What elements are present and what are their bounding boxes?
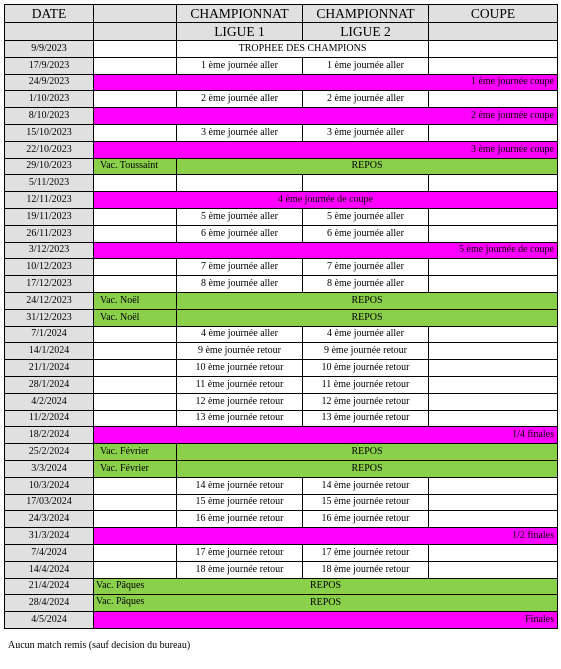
table-row xyxy=(5,141,558,158)
row-date: 3/3/2024 xyxy=(5,460,94,477)
row-cup-empty xyxy=(429,477,558,494)
row-date: 25/2/2024 xyxy=(5,444,94,461)
table-row xyxy=(5,175,558,192)
header-champ-ligue1: CHAMPIONNAT xyxy=(177,5,303,23)
row-cup-empty xyxy=(429,393,558,410)
table-row xyxy=(5,427,558,444)
table-row xyxy=(5,91,558,108)
row-date: 19/11/2023 xyxy=(5,208,94,225)
row-ligue2: 17 ème journée retour xyxy=(303,544,429,561)
row-date: 7/4/2024 xyxy=(5,544,94,561)
table-row xyxy=(5,259,558,276)
row-ligue2: 5 ème journée aller xyxy=(303,208,429,225)
row-cup-empty xyxy=(429,544,558,561)
row-ligue2: 2 ème journée aller xyxy=(303,91,429,108)
row-date: 24/12/2023 xyxy=(5,292,94,309)
row-cup-empty xyxy=(429,225,558,242)
row-ligue2: 18 ème journée retour xyxy=(303,561,429,578)
table-row xyxy=(5,511,558,528)
row-date: 31/12/2023 xyxy=(5,309,94,326)
row-repos: REPOS xyxy=(309,580,342,592)
row-ligue1: 10 ème journée retour xyxy=(177,360,303,377)
table-row xyxy=(5,192,558,209)
table-row xyxy=(5,494,558,511)
row-blank xyxy=(94,225,177,242)
row-date: 15/10/2023 xyxy=(5,124,94,141)
row-cup-event: Finales xyxy=(94,612,558,629)
header-coupe-sub xyxy=(429,23,558,41)
row-cup-empty xyxy=(429,91,558,108)
row-date: 29/10/2023 xyxy=(5,158,94,175)
row-blank xyxy=(94,511,177,528)
row-ligue2: 1 ème journée aller xyxy=(303,57,429,74)
row-cup-event: 1/4 finales xyxy=(94,427,558,444)
row-vacation-repos xyxy=(94,578,558,595)
row-ligue1: 3 ème journée aller xyxy=(177,124,303,141)
row-date: 12/11/2023 xyxy=(5,192,94,209)
row-ligue1: 18 ème journée retour xyxy=(177,561,303,578)
row-blank xyxy=(94,360,177,377)
table-row xyxy=(5,410,558,427)
row-cup-event: 2 ème journée coupe xyxy=(94,108,558,125)
row-date: 17/12/2023 xyxy=(5,276,94,293)
row-date: 18/2/2024 xyxy=(5,427,94,444)
row-cup-empty xyxy=(429,343,558,360)
row-date: 21/1/2024 xyxy=(5,360,94,377)
row-blank xyxy=(94,343,177,360)
table-row xyxy=(5,124,558,141)
row-ligue1: 4 ème journée aller xyxy=(177,326,303,343)
row-date: 14/1/2024 xyxy=(5,343,94,360)
row-vacation: Vac. Février xyxy=(94,460,177,477)
row-repos: REPOS xyxy=(177,444,558,461)
table-row xyxy=(5,578,558,595)
row-date: 22/10/2023 xyxy=(5,141,94,158)
row-cup-empty xyxy=(429,410,558,427)
row-ligue1: 7 ème journée aller xyxy=(177,259,303,276)
row-date: 14/4/2024 xyxy=(5,561,94,578)
row-blank xyxy=(94,41,177,58)
row-ligue1: 17 ème journée retour xyxy=(177,544,303,561)
row-blank xyxy=(94,494,177,511)
row-ligue1: 15 ème journée retour xyxy=(177,494,303,511)
row-date: 31/3/2024 xyxy=(5,528,94,545)
table-row xyxy=(5,595,558,612)
header-ligue2: LIGUE 2 xyxy=(303,23,429,41)
row-ligue1: 5 ème journée aller xyxy=(177,208,303,225)
row-blank xyxy=(94,259,177,276)
row-ligue2: 11 ème journée retour xyxy=(303,376,429,393)
row-blank xyxy=(94,410,177,427)
row-date: 1/10/2023 xyxy=(5,91,94,108)
row-cup-empty xyxy=(429,360,558,377)
row-vacation: Vac. Février xyxy=(94,444,177,461)
row-ligue1: 6 ème journée aller xyxy=(177,225,303,242)
row-blank xyxy=(94,477,177,494)
row-cup-empty xyxy=(429,561,558,578)
footnote: Aucun match remis (sauf decision du bureau) xyxy=(8,640,191,651)
header-date-sub xyxy=(5,23,94,41)
row-cup-event: 5 ème journée de coupe xyxy=(94,242,558,259)
row-event: TROPHEE DES CHAMPIONS xyxy=(177,41,429,58)
table-row xyxy=(5,477,558,494)
row-cup-empty xyxy=(429,175,558,192)
table-row xyxy=(5,612,558,629)
row-ligue1: 12 ème journée retour xyxy=(177,393,303,410)
row-ligue2: 10 ème journée retour xyxy=(303,360,429,377)
table-row xyxy=(5,309,558,326)
row-cup-empty xyxy=(429,259,558,276)
row-repos: REPOS xyxy=(177,292,558,309)
table-row xyxy=(5,276,558,293)
row-date: 17/9/2023 xyxy=(5,57,94,74)
row-ligue1: 14 ème journée retour xyxy=(177,477,303,494)
row-date: 17/03/2024 xyxy=(5,494,94,511)
table-row xyxy=(5,343,558,360)
row-date: 28/4/2024 xyxy=(5,595,94,612)
table-row xyxy=(5,393,558,410)
row-ligue2: 13 ème journée retour xyxy=(303,410,429,427)
row-ligue2: 4 ème journée aller xyxy=(303,326,429,343)
row-cup-event: 3 ème journée coupe xyxy=(94,141,558,158)
header-row-2 xyxy=(5,23,558,41)
row-date: 28/1/2024 xyxy=(5,376,94,393)
row-date: 4/5/2024 xyxy=(5,612,94,629)
row-ligue1: 1 ème journée aller xyxy=(177,57,303,74)
row-cup-empty xyxy=(429,208,558,225)
row-cup-empty xyxy=(429,57,558,74)
row-date: 5/11/2023 xyxy=(5,175,94,192)
table-row xyxy=(5,292,558,309)
table-row xyxy=(5,460,558,477)
row-vacation: Vac. Pâques xyxy=(96,596,145,608)
row-date: 24/3/2024 xyxy=(5,511,94,528)
row-ligue1: 8 ème journée aller xyxy=(177,276,303,293)
table-row xyxy=(5,108,558,125)
table-row xyxy=(5,360,558,377)
row-cup-empty xyxy=(429,326,558,343)
row-blank xyxy=(94,326,177,343)
row-ligue2-empty xyxy=(303,175,429,192)
table-row xyxy=(5,208,558,225)
row-date: 10/3/2024 xyxy=(5,477,94,494)
row-date: 4/2/2024 xyxy=(5,393,94,410)
row-ligue2: 7 ème journée aller xyxy=(303,259,429,276)
row-cup-event: 1 ème journée coupe xyxy=(94,74,558,91)
row-vacation-repos xyxy=(94,595,558,612)
header-blank-sub xyxy=(94,23,177,41)
row-repos: REPOS xyxy=(177,460,558,477)
row-vacation: Vac. Pâques xyxy=(96,579,145,591)
table-row xyxy=(5,326,558,343)
row-ligue1-empty xyxy=(177,175,303,192)
table-row xyxy=(5,528,558,545)
row-blank xyxy=(94,91,177,108)
row-blank xyxy=(94,561,177,578)
row-date: 8/10/2023 xyxy=(5,108,94,125)
table-row xyxy=(5,544,558,561)
row-ligue2: 14 ème journée retour xyxy=(303,477,429,494)
row-blank xyxy=(94,544,177,561)
row-date: 11/2/2024 xyxy=(5,410,94,427)
row-cup-empty xyxy=(429,124,558,141)
row-blank xyxy=(94,175,177,192)
row-vacation: Vac. Noël xyxy=(94,309,177,326)
calendar-body xyxy=(5,41,558,629)
row-blank xyxy=(94,393,177,410)
row-cup-empty xyxy=(429,511,558,528)
row-cup-empty xyxy=(429,376,558,393)
row-date: 10/12/2023 xyxy=(5,259,94,276)
table-row xyxy=(5,158,558,175)
row-ligue2: 8 ème journée aller xyxy=(303,276,429,293)
header-ligue1: LIGUE 1 xyxy=(177,23,303,41)
row-cup-event: 4 ème journée de coupe xyxy=(94,192,558,209)
header-blank xyxy=(94,5,177,23)
row-cup-empty xyxy=(429,494,558,511)
table-row xyxy=(5,74,558,91)
row-blank xyxy=(94,376,177,393)
table-row xyxy=(5,57,558,74)
row-date: 3/12/2023 xyxy=(5,242,94,259)
row-date: 26/11/2023 xyxy=(5,225,94,242)
row-ligue2: 3 ème journée aller xyxy=(303,124,429,141)
row-ligue2: 9 ème journée retour xyxy=(303,343,429,360)
header-row-1 xyxy=(5,5,558,23)
row-cup-empty xyxy=(429,41,558,58)
row-ligue1: 16 ème journée retour xyxy=(177,511,303,528)
row-ligue1: 13 ème journée retour xyxy=(177,410,303,427)
row-blank xyxy=(94,276,177,293)
table-row xyxy=(5,376,558,393)
row-cup-empty xyxy=(429,276,558,293)
header-date: DATE xyxy=(5,5,94,23)
row-ligue2: 15 ème journée retour xyxy=(303,494,429,511)
row-ligue1: 9 ème journée retour xyxy=(177,343,303,360)
table-row xyxy=(5,561,558,578)
row-repos: REPOS xyxy=(309,597,342,609)
table-row xyxy=(5,444,558,461)
row-date: 9/9/2023 xyxy=(5,41,94,58)
row-blank xyxy=(94,208,177,225)
table-row xyxy=(5,242,558,259)
row-repos: REPOS xyxy=(177,158,558,175)
row-ligue2: 16 ème journée retour xyxy=(303,511,429,528)
row-ligue1: 2 ème journée aller xyxy=(177,91,303,108)
header-coupe: COUPE xyxy=(429,5,558,23)
row-ligue1: 11 ème journée retour xyxy=(177,376,303,393)
row-vacation: Vac. Toussaint xyxy=(94,158,177,175)
row-blank xyxy=(94,57,177,74)
row-date: 21/4/2024 xyxy=(5,578,94,595)
row-date: 24/9/2023 xyxy=(5,74,94,91)
row-cup-event: 1/2 finales xyxy=(94,528,558,545)
row-vacation: Vac. Noël xyxy=(94,292,177,309)
table-row xyxy=(5,225,558,242)
row-ligue2: 6 ème journée aller xyxy=(303,225,429,242)
row-blank xyxy=(94,124,177,141)
calendar-table xyxy=(4,4,558,629)
header-champ-ligue2: CHAMPIONNAT xyxy=(303,5,429,23)
row-date: 7/1/2024 xyxy=(5,326,94,343)
row-ligue2: 12 ème journée retour xyxy=(303,393,429,410)
table-row xyxy=(5,41,558,58)
row-repos: REPOS xyxy=(177,309,558,326)
